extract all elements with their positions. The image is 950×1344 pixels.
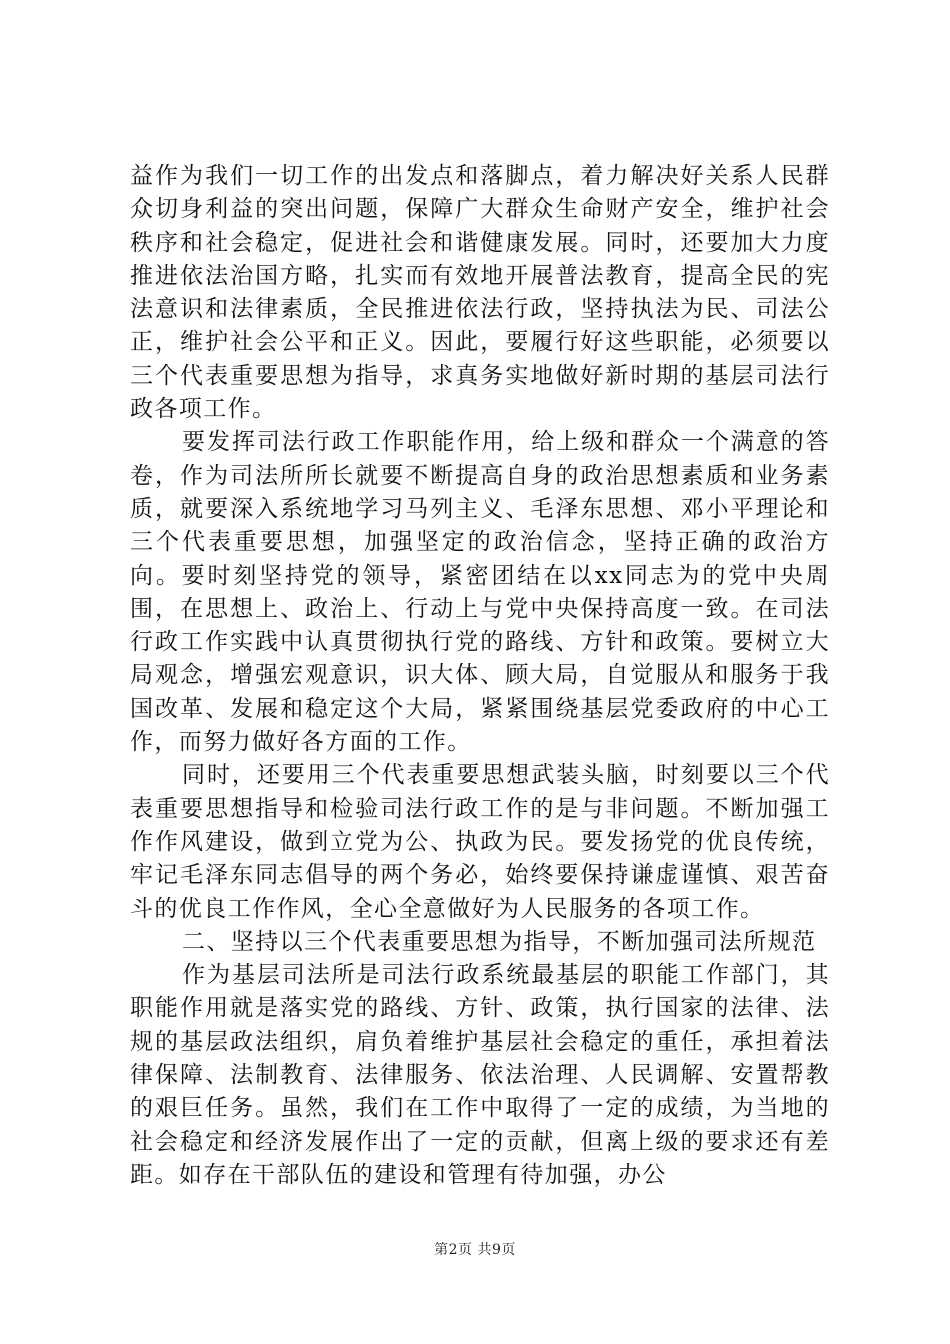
paragraph: 同时，还要用三个代表重要思想武装头脑，时刻要以三个代表重要思想指导和检验司法行政工作的是与非问题。不断加强工作作风建设，做到立党为公、执政为民。要发扬党的优良传统，牢记毛泽东同志倡导的两个务必，始终要保持谦虚谨慎、艰苦奋斗的优良工作作风，全心全意做好为人民服务的各项工作。 xyxy=(130,762,830,922)
section-heading: 二、坚持以三个代表重要思想为指导，不断加强司法所规范 xyxy=(182,928,817,955)
paragraph: 益作为我们一切工作的出发点和落脚点，着力解决好关系人民群众切身利益的突出问题，保障广大群众生命财产安全，维护社会秩序和社会稳定，促进社会和谐健康发展。同时，还要加大力度推进依法治国方略，扎实而有效地开展普法教育，提高全民的宪法意识和法律素质，全民推进依法行政，坚持执法为民、司法公正，维护社会公平和正义。因此，要履行好这些职能，必须要以三个代表重要思想为指导，求真务实地做好新时期的基层司法行政各项工作。 xyxy=(130,163,830,423)
page-number-footer: 第2页 共9页 xyxy=(434,1242,516,1258)
paragraph: 要发挥司法行政工作职能作用，给上级和群众一个满意的答卷，作为司法所所长就要不断提高自身的政治思想素质和业务素质，就要深入系统地学习马列主义、毛泽东思想、邓小平理论和三个代表重要思想，加强坚定的政治信念，坚持正确的政治方向。要时刻坚持党的领导，紧密团结在以xx同志为的党中央周围，在思想上、政治上、行动上与党中央保持高度一致。在司法行政工作实践中认真贯彻执行党的路线、方针和政策。要树立大局观念，增强宏观意识，识大体、顾大局，自觉服从和服务于我国改革、发展和稳定这个大局，紧紧围绕基层党委政府的中心工作，而努力做好各方面的工作。 xyxy=(130,429,830,756)
paragraph: 作为基层司法所是司法行政系统最基层的职能工作部门，其职能作用就是落实党的路线、方针、政策，执行国家的法律、法规的基层政法组织，肩负着维护基层社会稳定的重任，承担着法律保障、法制教育、法律服务、依法治理、人民调解、安置帮教的艰巨任务。虽然，我们在工作中取得了一定的成绩，为当地的社会稳定和经济发展作出了一定的贡献，但离上级的要求还有差距。如存在干部队伍的建设和管理有待加强，办公 xyxy=(130,962,830,1188)
document-body xyxy=(130,160,830,1192)
